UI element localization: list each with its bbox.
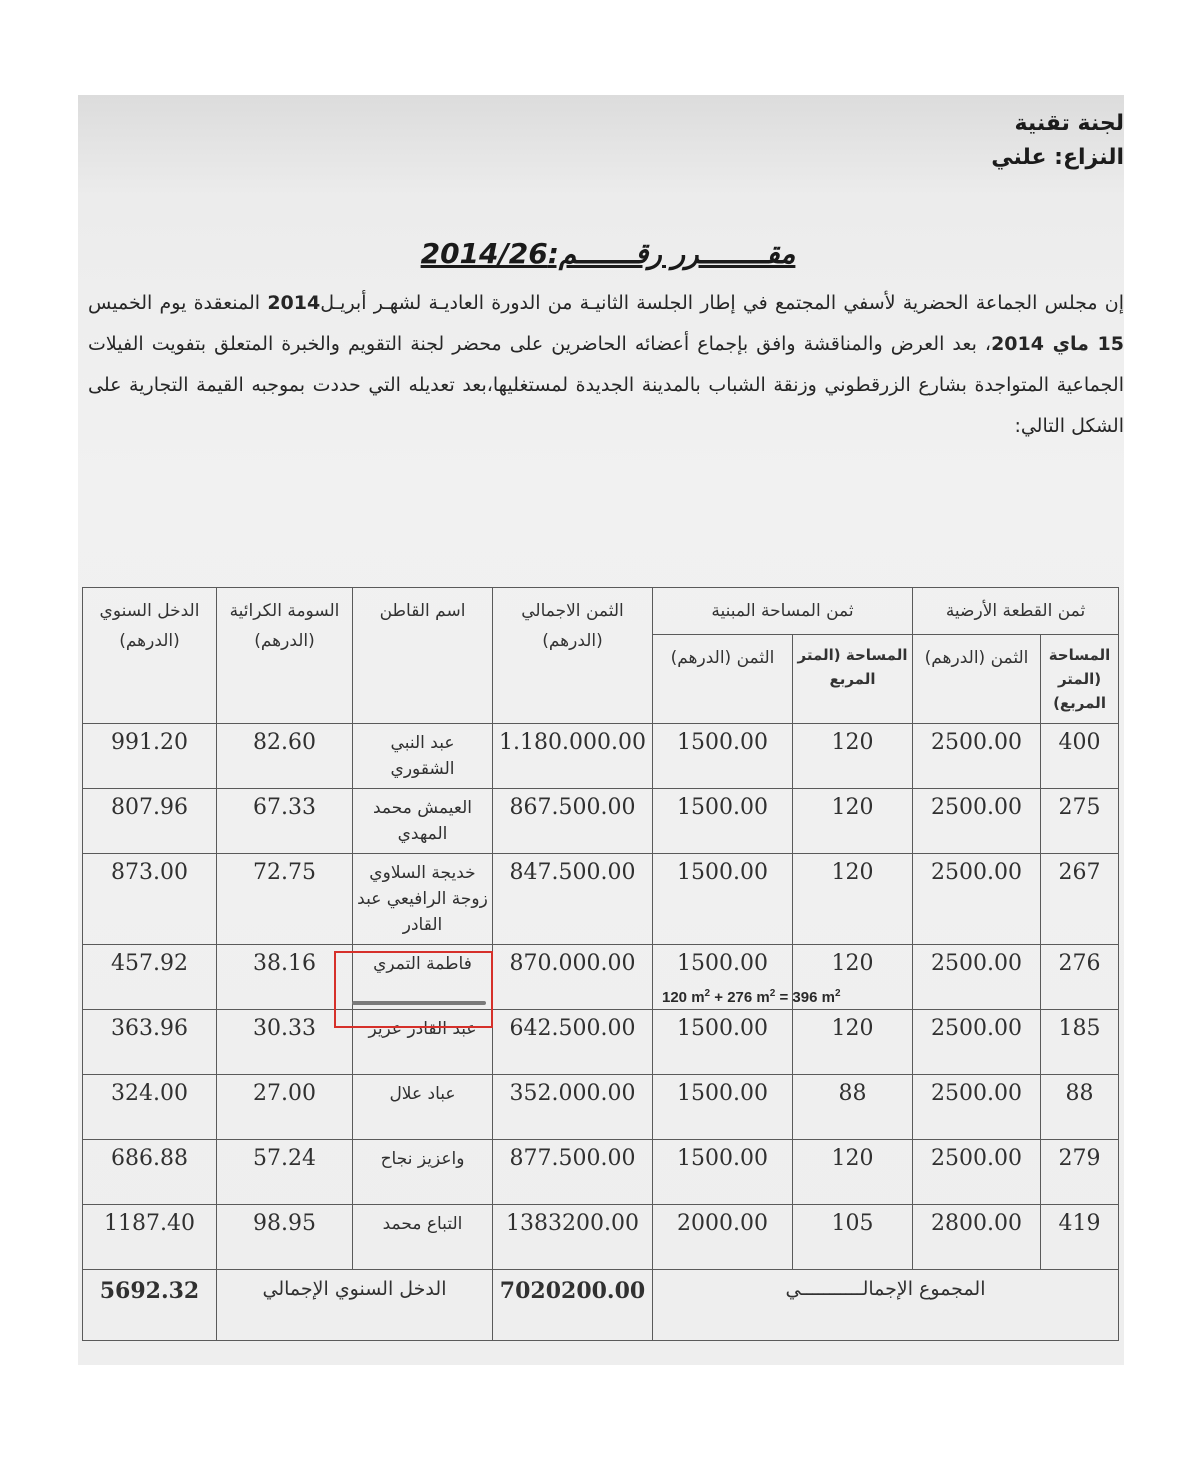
cell-land-area: 267 [1041, 854, 1119, 945]
cell-name: فاطمة التمري [353, 945, 493, 1010]
body-text-2b: ، بعد العرض والمناقشة وافق بإجماع أعضائه الحاضرين على محضر لجنة التقويم والخبرة المتعلق بتفويت الفيلات الجماعية المتواجدة بشارع الزرقطوني وزنقة الشباب بالمدينة الجديدة لمستغليها،بعد تعديله التي حددت بموجبه القيمة التجارية على الشكل التالي: [88, 333, 1124, 437]
cell-rent: 67.33 [217, 789, 353, 854]
cell-land-price: 2500.00 [913, 1140, 1041, 1205]
body-text-2a: المنعقدة يوم الخميس [88, 292, 261, 314]
cell-built-price: 1500.00 [653, 789, 793, 854]
cell-name: واعزيز نجاح [353, 1140, 493, 1205]
cell-built-area: 120 [793, 945, 913, 1010]
cell-rent: 57.24 [217, 1140, 353, 1205]
cell-land-area: 275 [1041, 789, 1119, 854]
cell-rent: 98.95 [217, 1205, 353, 1270]
table-row [83, 1010, 1119, 1075]
cell-land-area: 279 [1041, 1140, 1119, 1205]
cell-built-area: 105 [793, 1205, 913, 1270]
body-date: 15 ماي 2014 [991, 333, 1124, 355]
annotation-equals: = 396 m [775, 989, 835, 1006]
cell-name: التباع محمد [353, 1205, 493, 1270]
header-rent: السومة الكرائية (الدرهم) [217, 588, 353, 724]
cell-land-price: 2500.00 [913, 1010, 1041, 1075]
cell-income: 363.96 [83, 1010, 217, 1075]
cell-land-area: 419 [1041, 1205, 1119, 1270]
highlight-underline [352, 1001, 486, 1005]
cell-built-area: 88 [793, 1075, 913, 1140]
cell-income: 686.88 [83, 1140, 217, 1205]
decision-body [88, 283, 1124, 447]
cell-total: 1383200.00 [493, 1205, 653, 1270]
annotation-plus: + 276 m [710, 989, 770, 1006]
cell-rent: 82.60 [217, 724, 353, 789]
cell-name: عباد علال [353, 1075, 493, 1140]
cell-income: 1187.40 [83, 1205, 217, 1270]
cell-land-area: 185 [1041, 1010, 1119, 1075]
valuation-table [82, 587, 1119, 1341]
cell-land-area: 276 [1041, 945, 1119, 1010]
header-occupant: اسم القاطن [353, 588, 493, 724]
cell-built-price: 1500.00 [653, 854, 793, 945]
cell-built-area: 120 [793, 1140, 913, 1205]
table-row [83, 789, 1119, 854]
body-text-1: إن مجلس الجماعة الحضرية لأسفي المجتمع في إطار الجلسة الثانيـة من الدورة العاديـة لشهـر أبريـل [320, 292, 1124, 314]
cell-total: 642.500.00 [493, 1010, 653, 1075]
total-price: 7020200.00 [493, 1270, 653, 1341]
annotation-exp-2: 2 [769, 988, 776, 999]
cell-rent: 72.75 [217, 854, 353, 945]
cell-built-area: 120 [793, 1010, 913, 1075]
header-built-area: المساحة (المتر المربع [793, 635, 913, 724]
header-land-group: ثمن القطعة الأرضية [913, 588, 1119, 635]
cell-name: العيمش محمد المهدي [353, 789, 493, 854]
table-header-row-1 [83, 588, 1119, 635]
annotation-exp-3: 2 [834, 988, 841, 999]
table-row [83, 1205, 1119, 1270]
cell-built-area: 120 [793, 789, 913, 854]
scanned-document [78, 95, 1124, 1365]
cell-income: 807.96 [83, 789, 217, 854]
cell-land-area: 88 [1041, 1075, 1119, 1140]
header-income: الدخل السنوي (الدرهم) [83, 588, 217, 724]
cell-built-price: 1500.00 [653, 724, 793, 789]
cell-rent: 30.33 [217, 1010, 353, 1075]
cell-land-price: 2500.00 [913, 945, 1041, 1010]
total-row [83, 1270, 1119, 1341]
header-line-1: لجنة تقنية [1014, 111, 1124, 136]
cell-rent: 27.00 [217, 1075, 353, 1140]
annotation-base: 120 m [662, 989, 705, 1006]
cell-total: 352.000.00 [493, 1075, 653, 1140]
annotation-exp-1: 2 [704, 988, 711, 999]
cell-income: 324.00 [83, 1075, 217, 1140]
cell-land-price: 2500.00 [913, 1075, 1041, 1140]
header-land-price: الثمن (الدرهم) [913, 635, 1041, 724]
cell-built-price: 1500.00 [653, 945, 793, 1010]
cell-total: 847.500.00 [493, 854, 653, 945]
document-header [991, 107, 1124, 175]
highlight-box [334, 951, 493, 1028]
table-row [83, 724, 1119, 789]
cell-name: عبد النبي الشقوري [353, 724, 493, 789]
cell-built-area: 120 [793, 854, 913, 945]
annual-income-total: 5692.32 [83, 1270, 217, 1341]
cell-total: 870.000.00 [493, 945, 653, 1010]
cell-income: 873.00 [83, 854, 217, 945]
cell-total: 867.500.00 [493, 789, 653, 854]
table-row [83, 854, 1119, 945]
cell-land-price: 2800.00 [913, 1205, 1041, 1270]
header-land-area: المساحة (المتر المربع) [1041, 635, 1119, 724]
cell-income: 991.20 [83, 724, 217, 789]
decision-title: مقــــــــرر رقـــــــم:2014/26 [420, 237, 796, 270]
header-built-price: الثمن (الدرهم) [653, 635, 793, 724]
cell-total: 877.500.00 [493, 1140, 653, 1205]
cell-built-price: 2000.00 [653, 1205, 793, 1270]
header-built-group: ثمن المساحة المبنية [653, 588, 913, 635]
cell-land-price: 2500.00 [913, 724, 1041, 789]
annual-income-label: الدخل السنوي الإجمالي [217, 1270, 493, 1341]
total-label: المجموع الإجمالـــــــــــي [653, 1270, 1119, 1341]
cell-name: خديجة السلاوي زوجة الرافيعي عبد القادر [353, 854, 493, 945]
cell-land-price: 2500.00 [913, 854, 1041, 945]
cell-land-area: 400 [1041, 724, 1119, 789]
cell-built-price: 1500.00 [653, 1010, 793, 1075]
cell-name: عبد القادر عزيز [353, 1010, 493, 1075]
cell-rent: 38.16 [217, 945, 353, 1010]
cell-built-price: 1500.00 [653, 1075, 793, 1140]
cell-income: 457.92 [83, 945, 217, 1010]
body-year: 2014 [267, 292, 321, 314]
header-line-2: النزاع: علني [991, 145, 1124, 170]
header-total-price: الثمن الاجمالي (الدرهم) [493, 588, 653, 724]
area-annotation [662, 988, 841, 1006]
table-body [83, 724, 1119, 1270]
cell-built-area: 120 [793, 724, 913, 789]
table-row [83, 945, 1119, 1010]
cell-built-price: 1500.00 [653, 1140, 793, 1205]
cell-total: 1.180.000.00 [493, 724, 653, 789]
table-row [83, 1140, 1119, 1205]
table-row [83, 1075, 1119, 1140]
cell-land-price: 2500.00 [913, 789, 1041, 854]
